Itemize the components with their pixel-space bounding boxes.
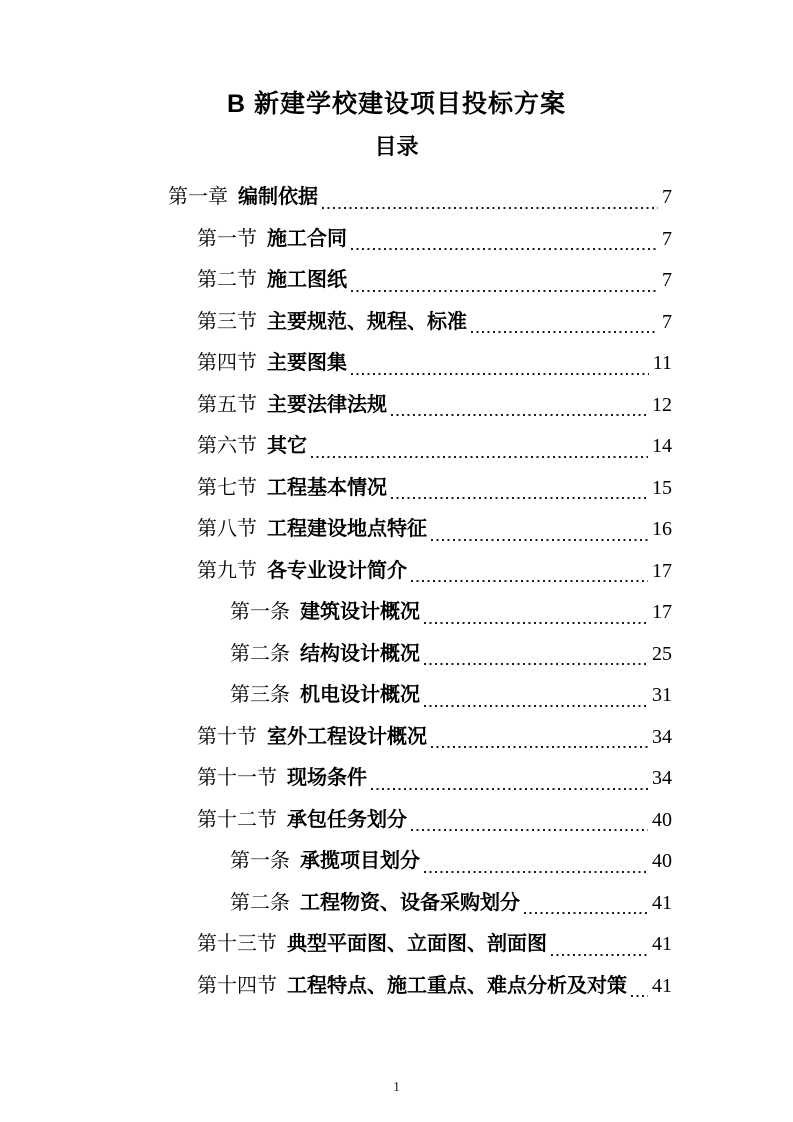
toc-entry-label: 第一节: [197, 227, 257, 250]
toc-leader-dots: [351, 260, 658, 302]
toc-leader-dots: [431, 509, 648, 551]
toc-entry-label: 第十三节: [197, 933, 277, 955]
toc-entry-label: 第五节: [197, 393, 257, 416]
footer-page-number: 1: [393, 1080, 400, 1095]
toc-entry-label: 第一章: [168, 186, 228, 208]
toc-entry-page: 41: [652, 974, 672, 997]
toc-entry-label: 第四节: [197, 352, 257, 374]
toc-entry-label: 第十二节: [197, 808, 277, 831]
toc-entry-label: 第二条: [230, 642, 290, 665]
toc-entry-title: 典型平面图、立面图、剖面图: [287, 933, 547, 955]
toc-entry-title: 承包任务划分: [287, 808, 407, 831]
toc-entry-title: 主要法律法规: [267, 393, 387, 416]
toc-entry[interactable]: [168, 717, 672, 759]
toc-entry-page: 41: [652, 891, 672, 914]
toc-leader-dots: [424, 675, 648, 717]
toc-entry-label: 第七节: [197, 476, 257, 499]
toc-entry-label: 第三节: [197, 310, 257, 333]
toc-entry-label: 第一条: [230, 850, 290, 872]
toc-leader-dots: [424, 841, 648, 883]
toc-entry-title: 工程建设地点特征: [267, 518, 427, 540]
toc-entry-title: 工程基本情况: [267, 476, 387, 499]
toc-entry-page: 34: [652, 767, 672, 789]
toc-leader-dots: [551, 924, 648, 966]
toc-entry-page: 17: [652, 559, 672, 582]
toc-entry-label: 第十节: [197, 725, 257, 748]
toc-entry[interactable]: [168, 634, 672, 676]
toc-entry-page: 14: [652, 435, 672, 457]
toc-entry-title: 建筑设计概况: [300, 601, 420, 623]
toc-entry[interactable]: [168, 841, 672, 883]
toc-entry-label: 第二节: [197, 269, 257, 291]
toc-entry-title: 室外工程设计概况: [267, 725, 427, 748]
toc-entry-title: 各专业设计简介: [267, 559, 407, 582]
toc-entry[interactable]: [168, 468, 672, 510]
toc-entry-title: 承揽项目划分: [300, 850, 420, 872]
toc-entry-title: 施工合同: [267, 227, 347, 250]
toc-entry[interactable]: [168, 675, 672, 717]
toc-entry-page: 7: [662, 269, 672, 291]
toc-entry-page: 15: [652, 476, 672, 499]
toc-entry[interactable]: [168, 177, 672, 219]
toc-entry-title: 主要规范、规程、标准: [267, 310, 467, 333]
toc-entry-label: 第十四节: [197, 974, 277, 997]
toc-entry-page: 7: [662, 186, 672, 208]
toc-heading: 目录: [374, 134, 419, 159]
toc-leader-dots: [351, 343, 649, 385]
toc-entry[interactable]: [168, 385, 672, 427]
document-title: B 新建学校建设项目投标方案: [226, 90, 566, 118]
toc-entry-page: 17: [652, 601, 672, 623]
toc-entry[interactable]: [168, 758, 672, 800]
toc-entry[interactable]: [168, 883, 672, 925]
toc-entry[interactable]: [168, 260, 672, 302]
toc-entry-page: 40: [652, 808, 672, 831]
toc-entry-page: 41: [652, 933, 672, 955]
toc-entry-page: 31: [652, 684, 672, 706]
toc-leader-dots: [371, 758, 648, 800]
toc-leader-dots: [471, 302, 658, 344]
toc-entry-title: 机电设计概况: [300, 684, 420, 706]
toc-entry-title: 工程特点、施工重点、难点分析及对策: [287, 974, 627, 997]
toc-leader-dots: [311, 426, 648, 468]
toc-entry[interactable]: [168, 592, 672, 634]
toc-entry[interactable]: [168, 924, 672, 966]
toc-entry-title: 现场条件: [287, 767, 367, 789]
toc-leader-dots: [391, 385, 648, 427]
toc-leader-dots: [524, 883, 648, 925]
toc-entry-label: 第十一节: [197, 767, 277, 789]
toc-entry-page: 12: [652, 393, 672, 416]
toc-entry-title: 工程物资、设备采购划分: [300, 891, 520, 914]
toc-entry[interactable]: [168, 426, 672, 468]
toc-entry-label: 第八节: [197, 518, 257, 540]
toc-entry[interactable]: [168, 509, 672, 551]
toc-entry-title: 施工图纸: [267, 269, 347, 291]
toc-leader-dots: [351, 219, 658, 261]
toc-entry-title: 主要图集: [267, 352, 347, 374]
toc-leader-dots: [411, 551, 648, 593]
toc-entry-page: 40: [652, 850, 672, 872]
toc-leader-dots: [424, 592, 648, 634]
toc-entry-label: 第三条: [230, 684, 290, 706]
toc-entry[interactable]: [168, 302, 672, 344]
toc-entry[interactable]: [168, 800, 672, 842]
toc-leader-dots: [424, 634, 648, 676]
toc-entry-label: 第二条: [230, 891, 290, 914]
toc-entry[interactable]: [168, 343, 672, 385]
toc-entry[interactable]: [168, 551, 672, 593]
toc-entry-title: 编制依据: [238, 186, 318, 208]
toc-entry-label: 第九节: [197, 559, 257, 582]
toc-leader-dots: [431, 717, 648, 759]
toc-entry-page: 16: [652, 518, 672, 540]
toc-leader-dots: [411, 800, 648, 842]
toc-entry-label: 第一条: [230, 601, 290, 623]
toc-leader-dots: [631, 966, 648, 1008]
toc-entry[interactable]: [168, 219, 672, 261]
toc-leader-dots: [391, 468, 648, 510]
toc-entry-page: 34: [652, 725, 672, 748]
toc: [168, 177, 672, 1007]
toc-entry-title: 结构设计概况: [300, 642, 420, 665]
toc-entry-page: 11: [652, 352, 672, 374]
toc-entry-title: 其它: [267, 435, 307, 457]
toc-entry-page: 7: [662, 227, 672, 250]
toc-entry-page: 25: [652, 642, 672, 665]
toc-entry-label: 第六节: [197, 435, 257, 457]
toc-entry-page: 7: [662, 310, 672, 333]
toc-entry[interactable]: [168, 966, 672, 1008]
toc-leader-dots: [322, 177, 658, 219]
